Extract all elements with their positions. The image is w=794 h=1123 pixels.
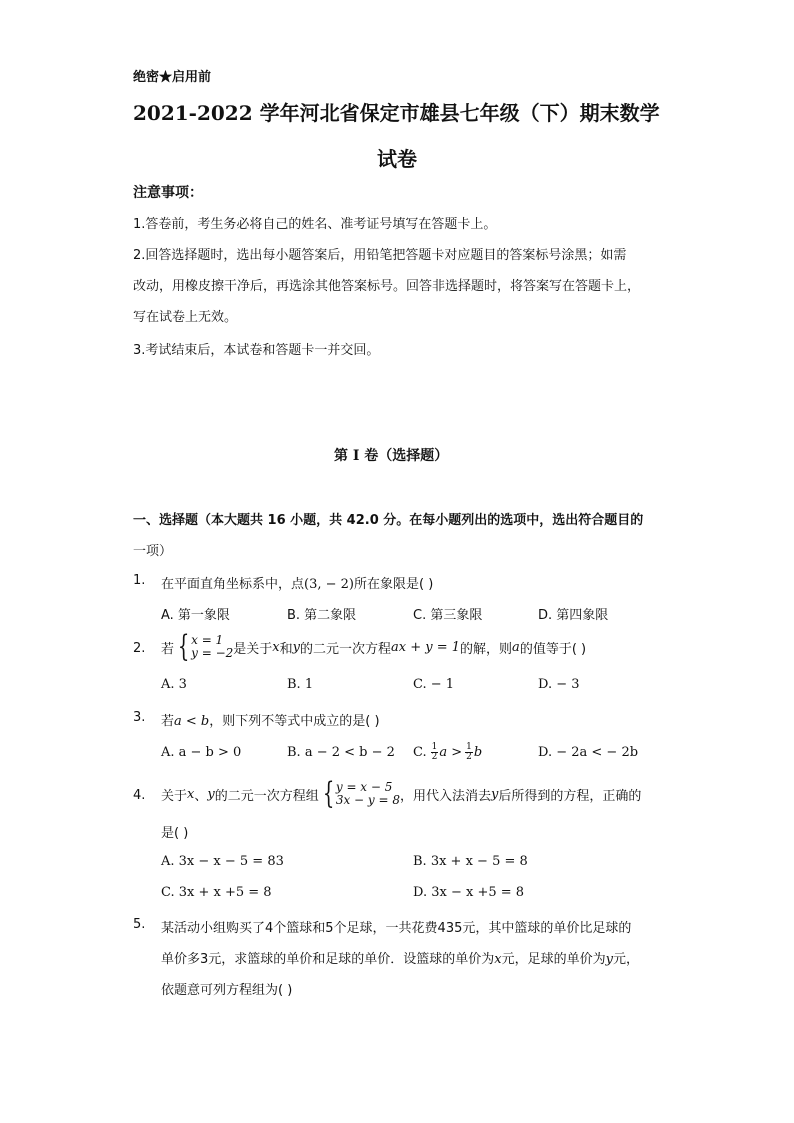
fraction-denominator: 2 [431, 751, 438, 762]
system-line-2: 3x − y = 8 [335, 793, 401, 807]
option-d: D. 第四象限 [538, 608, 609, 623]
variable-y: y [605, 952, 613, 967]
question-4-stem [161, 777, 641, 811]
question-3-stem [161, 710, 380, 729]
system-line-2: y = −2 [191, 646, 234, 660]
question-number: 3. [133, 710, 146, 725]
brace-glyph: { [322, 776, 335, 811]
option-label: C. [413, 744, 427, 760]
page-title-line1: 2021-2022 学年河北省保定市雄县七年级（下）期末数学 [133, 101, 660, 125]
stem-text: 和 [279, 641, 293, 657]
stem-text: 的解，则 [460, 641, 513, 657]
section-heading-line1: 一、选择题（本大题共 16 小题，共 42.0 分。在每小题列出的选项中，选出符合题目的 [133, 513, 644, 528]
question-number: 1. [133, 573, 146, 588]
option-d: D. 3x − x +5 = 8 [413, 885, 525, 900]
option-b: B. a − 2 < b − 2 [287, 745, 395, 760]
notice-item-1: 1.答卷前，考生务必将自己的姓名、准考证号填写在答题卡上。 [133, 217, 497, 232]
question-5-stem-line2 [161, 948, 639, 967]
option-d: D. − 2a < − 2b [538, 745, 639, 760]
option-a: A. 3x − x − 5 = 83 [161, 854, 284, 869]
secret-label: 绝密★启用前 [133, 70, 212, 85]
notice-item-2-line1: 2.回答选择题时，选出每小题答案后，用铅笔把答题卡对应题目的答案标号涂黑；如需 [133, 248, 627, 263]
fraction-numerator: 1 [466, 741, 472, 752]
stem-text: 、 [194, 788, 208, 804]
brace-glyph: { [177, 629, 190, 664]
stem-text: ，用代入法消去 [400, 788, 492, 804]
notice-item-2-line2: 改动，用橡皮擦干净后，再选涂其他答案标号。回答非选择题时，将答案写在答题卡上， [133, 279, 641, 294]
option-a: A. a − b > 0 [161, 745, 242, 760]
question-5-stem-line1: 某活动小组购买了4个篮球和5个足球，一共花费435元，其中篮球的单价比足球的 [161, 921, 632, 936]
option-b: B. 3x + x − 5 = 8 [413, 854, 528, 869]
question-number: 5. [133, 917, 146, 932]
option-c: C. 第三象限 [413, 608, 483, 623]
option-a: A. 3 [161, 677, 187, 692]
stem-text: 关于 [161, 788, 188, 804]
notice-item-2-line3: 写在试卷上无效。 [133, 310, 238, 325]
equation-system [319, 776, 401, 811]
stem-text: 是关于 [233, 641, 273, 657]
equation-system [174, 629, 234, 664]
option-text: a > [439, 744, 463, 760]
stem-text: 的二元一次方程组 [214, 788, 319, 804]
variable-x: x [272, 639, 280, 655]
equation: ax + y = 1 [391, 639, 461, 655]
stem-text: 所在象限是( ) [354, 577, 434, 592]
point-coordinate: (3, − 2) [304, 577, 354, 592]
variable-a: a [512, 639, 520, 655]
question-2-stem [161, 630, 586, 664]
stem-text: ，则下列不等式中成立的是( ) [209, 714, 380, 729]
stem-text: 单价多3元，求篮球的单价和足球的单价．设篮球的单价为 [161, 952, 495, 967]
option-a: A. 第一象限 [161, 608, 230, 623]
question-number: 4. [133, 788, 146, 803]
variable-x: x [187, 786, 195, 802]
variable-y: y [491, 786, 499, 802]
stem-text: 的值等于( ) [519, 641, 587, 657]
fraction-numerator: 1 [431, 741, 438, 752]
stem-text: 的二元一次方程 [300, 641, 392, 657]
stem-text: 在平面直角坐标系中，点 [161, 577, 305, 592]
option-text: b [473, 744, 483, 760]
page-title-line2: 试卷 [377, 147, 417, 171]
system-line-1: y = x − 5 [335, 780, 393, 794]
question-1-stem [161, 573, 433, 592]
option-c: C. 3x + x +5 = 8 [161, 885, 272, 900]
notice-heading: 注意事项： [133, 185, 203, 201]
notice-item-3: 3.考试结束后，本试卷和答题卡一并交回。 [133, 343, 380, 358]
question-number: 2. [133, 641, 146, 656]
part-title: 第 I 卷（选择题） [334, 448, 449, 464]
option-d: D. − 3 [538, 677, 580, 692]
variable-y: y [207, 786, 215, 802]
option-c: C. − 1 [413, 677, 455, 692]
question-5-stem-line3: 依题意可列方程组为( ) [161, 983, 293, 998]
system-line-1: x = 1 [191, 633, 224, 647]
option-b: B. 第二象限 [287, 608, 357, 623]
stem-text: 后所得到的方程，正确的 [498, 788, 642, 804]
option-b: B. 1 [287, 677, 314, 692]
question-4-stem-line2: 是( ) [161, 826, 189, 841]
stem-text: 元，足球的单价为 [501, 952, 606, 967]
variable-x: x [494, 952, 502, 967]
fraction-denominator: 2 [466, 751, 472, 762]
fraction-half [431, 743, 439, 762]
fraction-half [465, 743, 473, 762]
condition: a < b [174, 714, 210, 729]
stem-text: 元， [613, 952, 640, 967]
variable-y: y [292, 639, 300, 655]
stem-text: 若 [161, 714, 175, 729]
option-c [413, 741, 482, 763]
section-heading-line2: 一项） [133, 544, 173, 559]
stem-text: 若 [161, 641, 175, 657]
